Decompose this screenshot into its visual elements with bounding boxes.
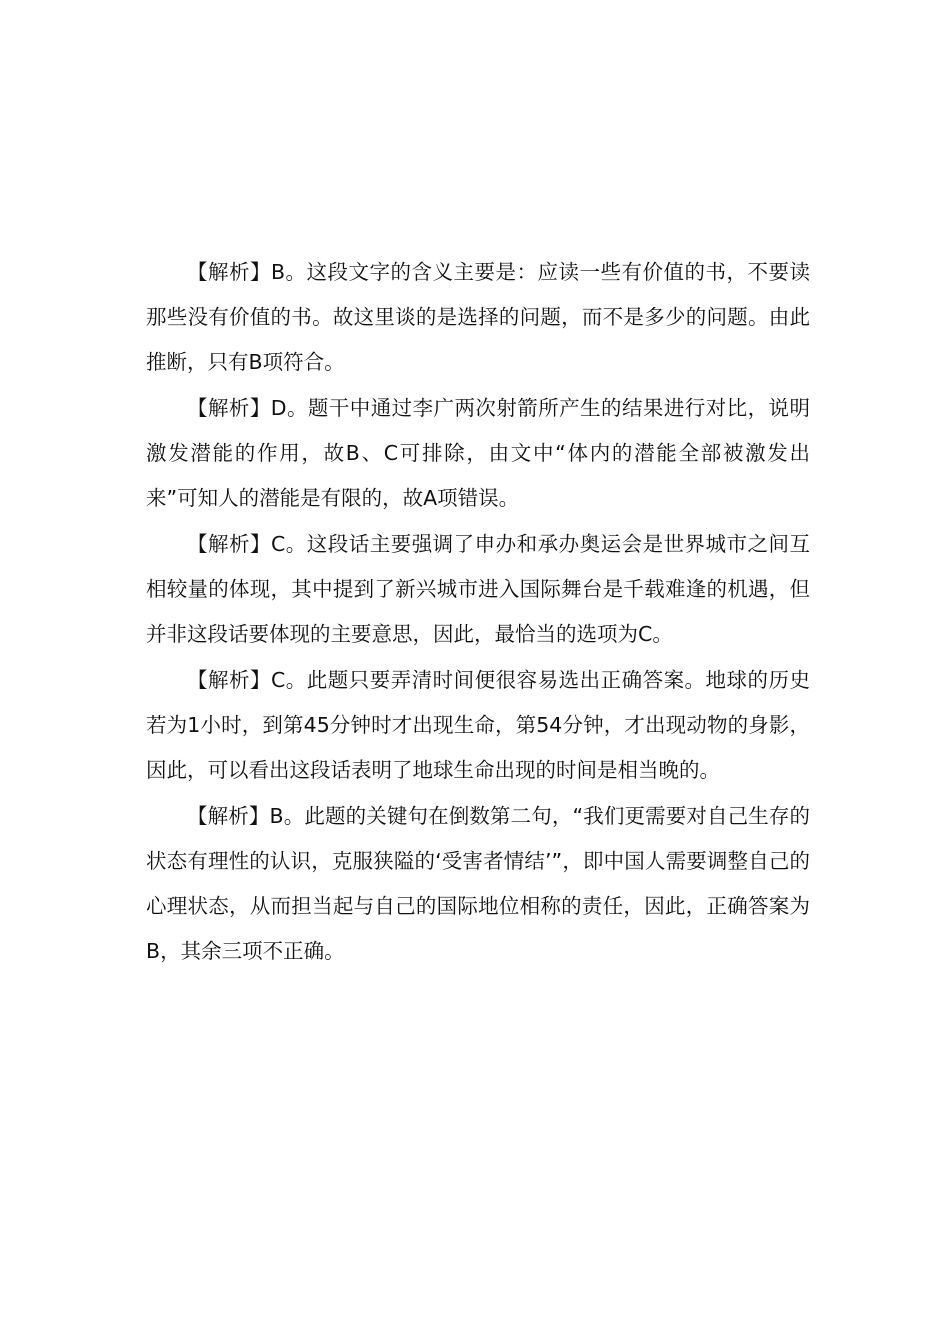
explanation-paragraph-1: 【解析】B。这段文字的含义主要是：应读一些有价值的书，不要读那些没有价值的书。故这里谈的是选择的问题，而不是多少的问题。由此推断，只有B项符合。 (146, 260, 810, 374)
explanation-paragraph-5: 【解析】B。此题的关键句在倒数第二句，“我们更需要对自己生存的状态有理性的认识，克服狭隘的‘受害者情结’”，即中国人需要调整自己的心理状态，从而担当起与自己的国际地位相称的责任，因此，正确答案为B，其余三项不正确。 (146, 804, 810, 963)
explanation-paragraph-4: 【解析】C。此题只要弄清时间便很容易选出正确答案。地球的历史若为1小时，到第45分钟时才出现生命，第54分钟，才出现动物的身影，因此，可以看出这段话表明了地球生命出现的时间是相当晚的。 (146, 668, 810, 782)
explanation-paragraph-2: 【解析】D。题干中通过李广两次射箭所产生的结果进行对比，说明激发潜能的作用，故B、C可排除，由文中“体内的潜能全部被激发出来”可知人的潜能是有限的，故A项错误。 (146, 396, 810, 510)
answer-explanations (146, 250, 810, 975)
explanation-paragraph-3: 【解析】C。这段话主要强调了申办和承办奥运会是世界城市之间互相较量的体现，其中提到了新兴城市进入国际舞台是千载难逢的机遇，但并非这段话要体现的主要意思，因此，最恰当的选项为C。 (146, 532, 810, 646)
